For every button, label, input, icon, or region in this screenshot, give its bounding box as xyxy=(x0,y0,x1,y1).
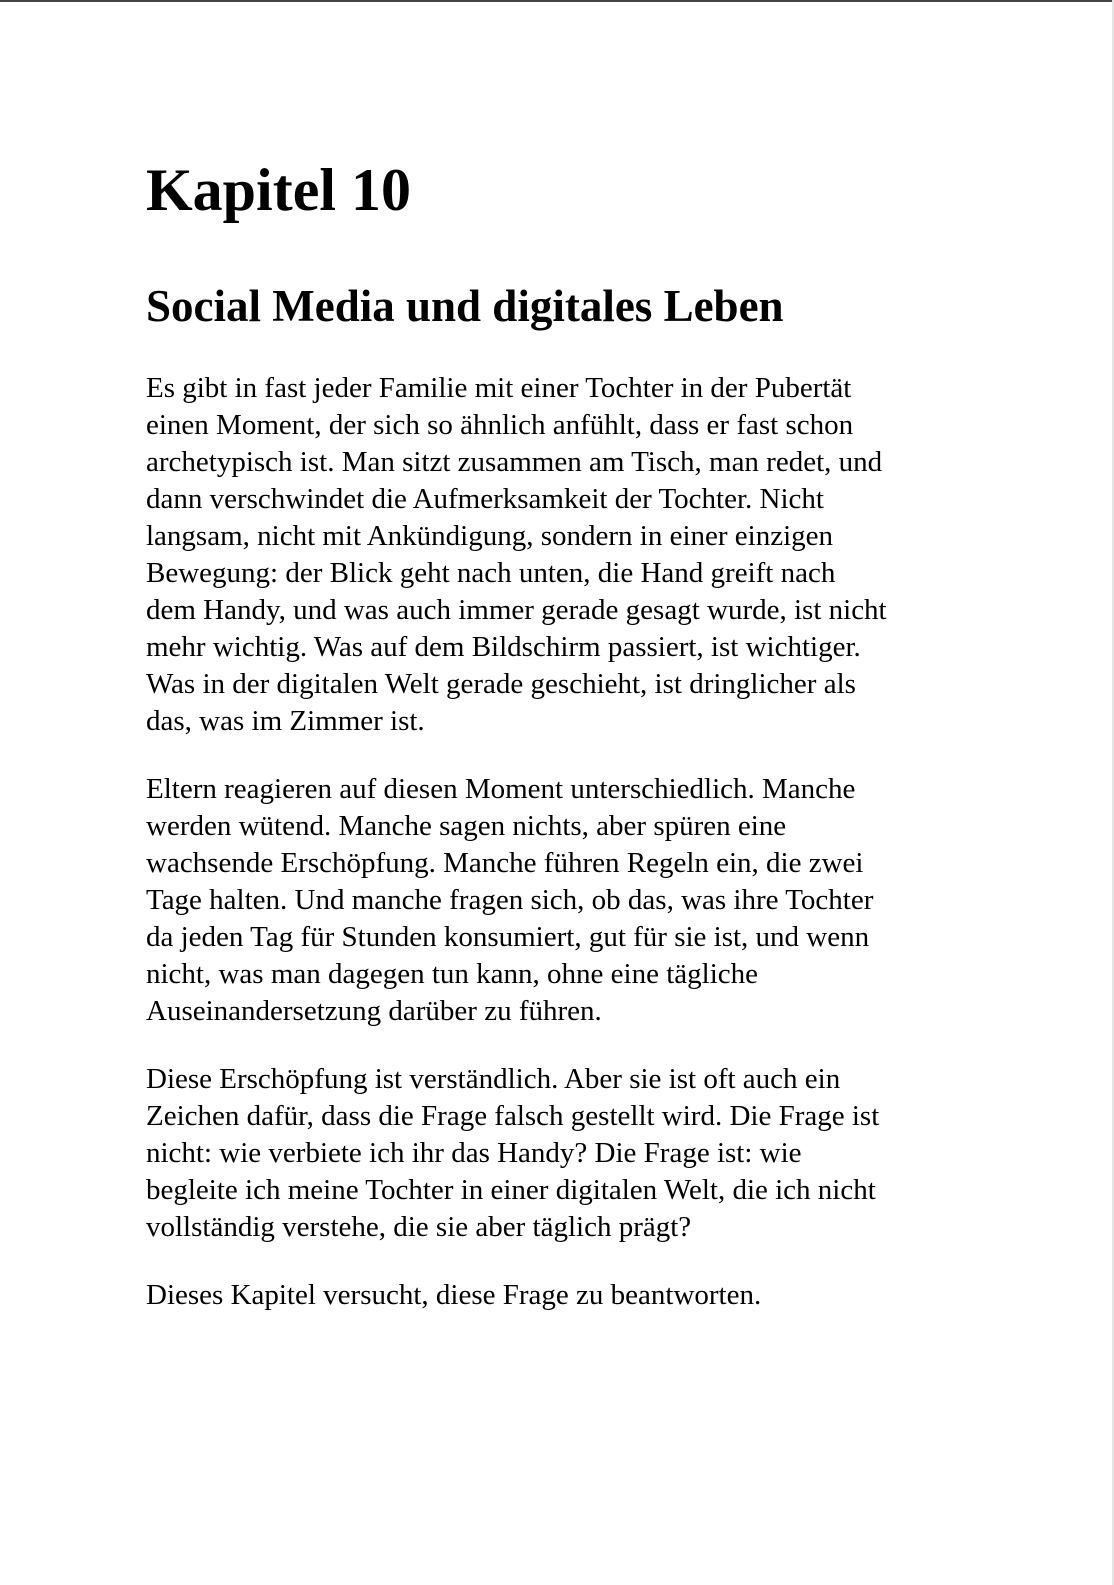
paragraph-line: archetypisch ist. Man sitzt zusammen am Tisch, man redet, und xyxy=(146,446,883,478)
chapter-subtitle: Social Media und digitales Leben xyxy=(146,281,784,331)
paragraph-line: wachsende Erschöpfung. Manche führen Regeln ein, die zwei xyxy=(146,847,864,879)
paragraph-line: werden wütend. Manche sagen nichts, aber spüren eine xyxy=(146,810,787,842)
paragraph-line: Was in der digitalen Welt gerade geschieht, ist dringlicher als xyxy=(146,668,856,700)
paragraph-line: einen Moment, der sich so ähnlich anfühlt, dass er fast schon xyxy=(146,409,854,441)
paragraph-line: Es gibt in fast jeder Familie mit einer Tochter in der Pubertät xyxy=(146,372,852,404)
paragraph-line: langsam, nicht mit Ankündigung, sondern in einer einzigen xyxy=(146,520,834,552)
paragraph-line: Diese Erschöpfung ist verständlich. Aber sie ist oft auch ein xyxy=(146,1063,841,1095)
paragraph-2 xyxy=(146,771,976,1030)
paragraph-line: begleite ich meine Tochter in einer digitalen Welt, die ich nicht xyxy=(146,1174,876,1206)
paragraph-line: Auseinandersetzung darüber zu führen. xyxy=(146,995,602,1027)
paragraph-line: Tage halten. Und manche fragen sich, ob das, was ihre Tochter xyxy=(146,884,874,916)
paragraph-line: Zeichen dafür, dass die Frage falsch gestellt wird. Die Frage ist xyxy=(146,1100,880,1132)
paragraph-1 xyxy=(146,370,976,740)
paragraph-line: nicht: wie verbiete ich ihr das Handy? Die Frage ist: wie xyxy=(146,1137,802,1169)
paragraph-line: das, was im Zimmer ist. xyxy=(146,705,425,737)
paragraph-4 xyxy=(146,1277,976,1314)
paragraph-line: mehr wichtig. Was auf dem Bildschirm passiert, ist wichtiger. xyxy=(146,631,861,663)
paragraph-line: nicht, was man dagegen tun kann, ohne eine tägliche xyxy=(146,958,759,990)
paragraph-line: dann verschwindet die Aufmerksamkeit der Tochter. Nicht xyxy=(146,483,824,515)
paragraph-line: vollständig verstehe, die sie aber täglich prägt? xyxy=(146,1211,692,1243)
paragraph-line: Eltern reagieren auf diesen Moment unterschiedlich. Manche xyxy=(146,773,856,805)
paragraph-line: Dieses Kapitel versucht, diese Frage zu beantworten. xyxy=(146,1279,762,1311)
paragraph-line: da jeden Tag für Stunden konsumiert, gut für sie ist, und wenn xyxy=(146,921,870,953)
paragraph-line: Bewegung: der Blick geht nach unten, die Hand greift nach xyxy=(146,557,836,589)
chapter-title: Kapitel 10 xyxy=(146,157,411,223)
paragraph-3 xyxy=(146,1061,976,1246)
paragraph-line: dem Handy, und was auch immer gerade gesagt wurde, ist nicht xyxy=(146,594,887,626)
chapter-body xyxy=(146,370,976,1345)
top-border xyxy=(0,0,1114,2)
